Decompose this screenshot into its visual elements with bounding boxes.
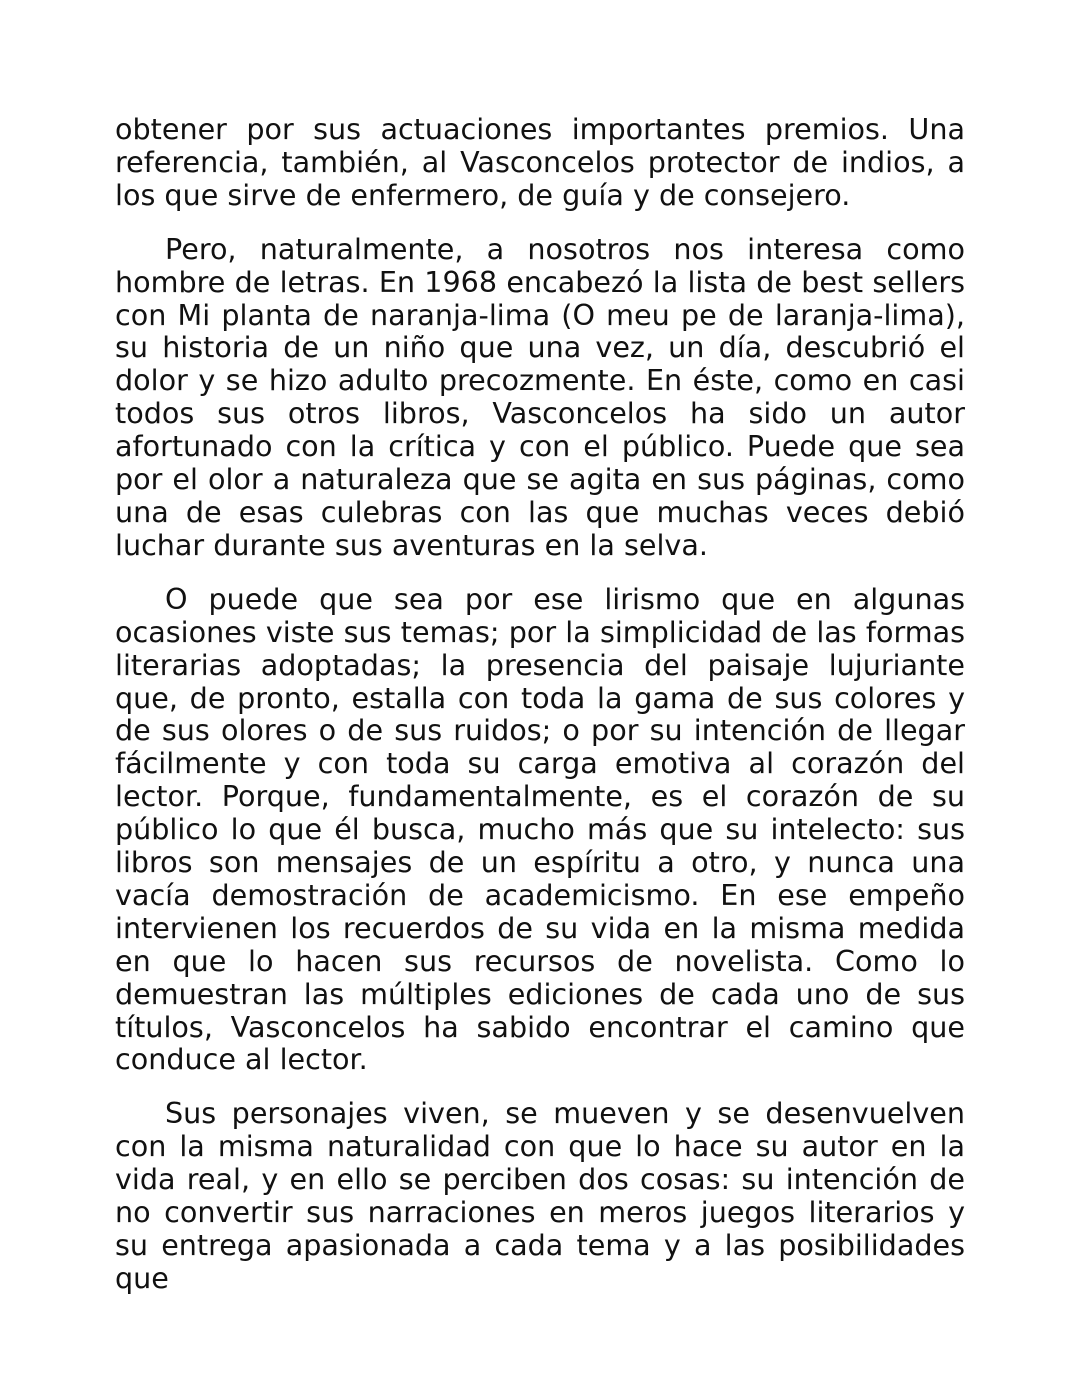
- paragraph-3: O puede que sea por ese lirismo que en algunas ocasiones viste sus temas; por la simplicidad de las formas literarias adoptadas; la presencia del paisaje lujuriante que, de pronto, estalla con toda la gama de sus colores y de sus olores o de sus ruidos; o por su intención de llegar fácilmente y con toda su carga emotiva al corazón del lector. Porque, fundamentalmente, es el corazón de su público lo que él busca, mucho más que su intelecto: sus libros son mensajes de un espíritu a otro, y nunca una vacía demostración de academicismo. En ese empeño intervienen los recuerdos de su vida en la misma medida en que lo hacen sus recursos de novelista. Como lo demuestran las múltiples ediciones de cada uno de sus títulos, Vasconcelos ha sabido encontrar el camino que conduce al lector.: [115, 581, 965, 1077]
- paragraph-2: Pero, naturalmente, a nosotros nos interesa como hombre de letras. En 1968 encabezó la lista de best sellers con Mi planta de naranja-lima (O meu pe de laranja-lima), su historia de un niño que una vez, un día, descubrió el dolor y se hizo adulto precozmente. En éste, como en casi todos sus otros libros, Vasconcelos ha sido un autor afortunado con la crítica y con el público. Puede que sea por el olor a naturaleza que se agita en sus páginas, como una de esas culebras con las que muchas veces debió luchar durante sus aventuras en la selva.: [115, 231, 965, 562]
- paragraph-1: obtener por sus actuaciones importantes premios. Una referencia, también, al Vasconcelos protector de indios, a los que sirve de enfermero, de guía y de consejero.: [115, 112, 965, 212]
- document-page: [115, 113, 965, 1295]
- paragraph-4: Sus personajes viven, se mueven y se desenvuelven con la misma naturalidad con que lo hace su autor en la vida real, y en ello se perciben dos cosas: su intención de no convertir sus narraciones en meros juegos literarios y su entrega apasionada a cada tema y a las posibilidades que: [115, 1096, 965, 1295]
